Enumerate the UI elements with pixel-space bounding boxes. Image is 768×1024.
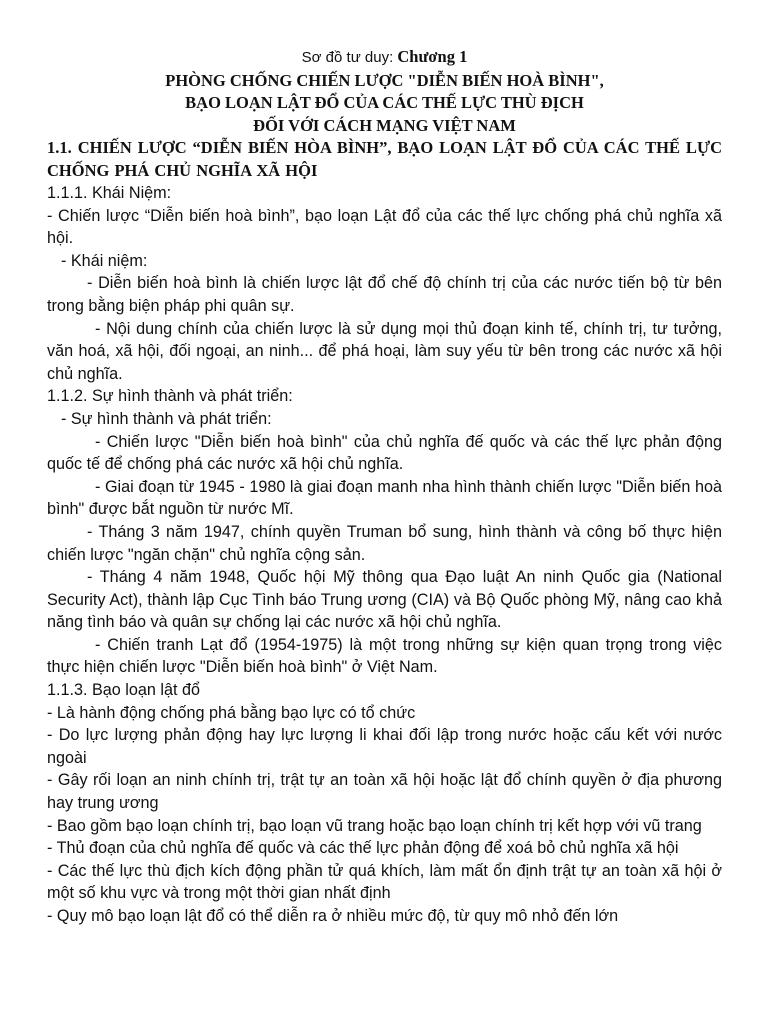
- chapter-title-line-3: ĐỐI VỚI CÁCH MẠNG VIỆT NAM: [253, 115, 516, 135]
- paragraph: - Khái niệm:: [61, 251, 148, 270]
- subsection-heading-1-1-3: 1.1.3. Bạo loạn lật đổ: [47, 681, 200, 700]
- paragraph: - Tháng 3 năm 1947, chính quyền Truman bổ sung, hình thành và công bố thực hiện chiến lược "ngăn chặn" chủ nghĩa cộng sản.: [47, 522, 722, 564]
- chapter-label: Chương 1: [397, 47, 468, 66]
- paragraph: - Giai đoạn từ 1945 - 1980 là giai đoạn manh nha hình thành chiến lược "Diễn biến hoà bình" được bắt nguồn từ nước Mĩ.: [47, 477, 722, 519]
- chapter-title-line-2: BẠO LOẠN LẬT ĐỔ CỦA CÁC THẾ LỰC THÙ ĐỊCH: [185, 93, 584, 112]
- paragraph: - Tháng 4 năm 1948, Quốc hội Mỹ thông qua Đạo luật An ninh Quốc gia (National Security Act), thành lập Cục Tình báo Trung ương (CIA) và Bộ Quốc phòng Mỹ, nâng cao khả năng tình báo và quân sự chống lại các nước xã hội chủ nghĩa.: [47, 568, 722, 632]
- list-item: - Bao gồm bạo loạn chính trị, bạo loạn vũ trang hoặc bạo loạn chính trị kết hợp với vũ trang: [47, 816, 702, 835]
- list-item: - Do lực lượng phản động hay lực lượng li khai đối lập trong nước hoặc cấu kết với nước ngoài: [47, 726, 722, 767]
- list-item: - Thủ đoạn của chủ nghĩa đế quốc và các thế lực phản động để xoá bỏ chủ nghĩa xã hội: [47, 839, 679, 858]
- subsection-heading-1-1-1: 1.1.1. Khái Niệm:: [47, 184, 172, 202]
- paragraph: - Chiến lược “Diễn biến hoà bình”, bạo loạn Lật đổ của các thế lực chống phá chủ nghĩa xã hội.: [47, 206, 722, 248]
- paragraph: - Diễn biến hoà bình là chiến lược lật đổ chế độ chính trị của các nước tiến bộ từ bên trong bằng biện pháp phi quân sự.: [47, 274, 722, 315]
- section-heading-1-1: 1.1. CHIẾN LƯỢC “DIỄN BIẾN HÒA BÌNH”, BẠO LOẠN LẬT ĐỔ CỦA CÁC THẾ LỰC CHỐNG PHÁ CHỦ NGHĨA XÃ HỘI: [47, 138, 722, 180]
- list-item: - Các thế lực thù địch kích động phần tử quá khích, làm mất ổn định trật tự an toàn xã hội ở một số khu vực và trong một thời gian nhất định: [47, 861, 722, 903]
- paragraph: - Nội dung chính của chiến lược là sử dụng mọi thủ đoạn kinh tế, chính trị, tư tưởng, văn hoá, xã hội, đối ngoại, an ninh... để phá hoại, làm suy yếu từ bên trong các nước xã hội chủ nghĩa.: [47, 319, 722, 383]
- paragraph: - Sự hình thành và phát triển:: [61, 409, 272, 428]
- list-item: - Quy mô bạo loạn lật đổ có thể diễn ra ở nhiều mức độ, từ quy mô nhỏ đến lớn: [47, 907, 619, 925]
- mindmap-header: [47, 46, 722, 70]
- paragraph: - Chiến tranh Lạt đổ (1954-1975) là một trong những sự kiện quan trọng trong việc thực hiện chiến lược "Diễn biến hoà bình" ở Việt Nam.: [47, 635, 722, 677]
- list-item: - Gây rối loạn an ninh chính trị, trật tự an toàn xã hội hoặc lật đổ chính quyền ở địa phương hay trung ương: [47, 771, 722, 813]
- subsection-heading-1-1-2: 1.1.2. Sự hình thành và phát triển:: [47, 387, 293, 406]
- chapter-title-line-1: PHÒNG CHỐNG CHIẾN LƯỢC "DIỄN BIẾN HOÀ BÌNH",: [165, 70, 604, 90]
- paragraph: - Chiến lược "Diễn biến hoà bình" của chủ nghĩa đế quốc và các thế lực phản động quốc tế để chống phá các nước xã hội chủ nghĩa.: [47, 432, 722, 474]
- list-item: - Là hành động chống phá bằng bạo lực có tổ chức: [47, 703, 416, 722]
- header-prefix: Sơ đồ tư duy:: [301, 49, 394, 66]
